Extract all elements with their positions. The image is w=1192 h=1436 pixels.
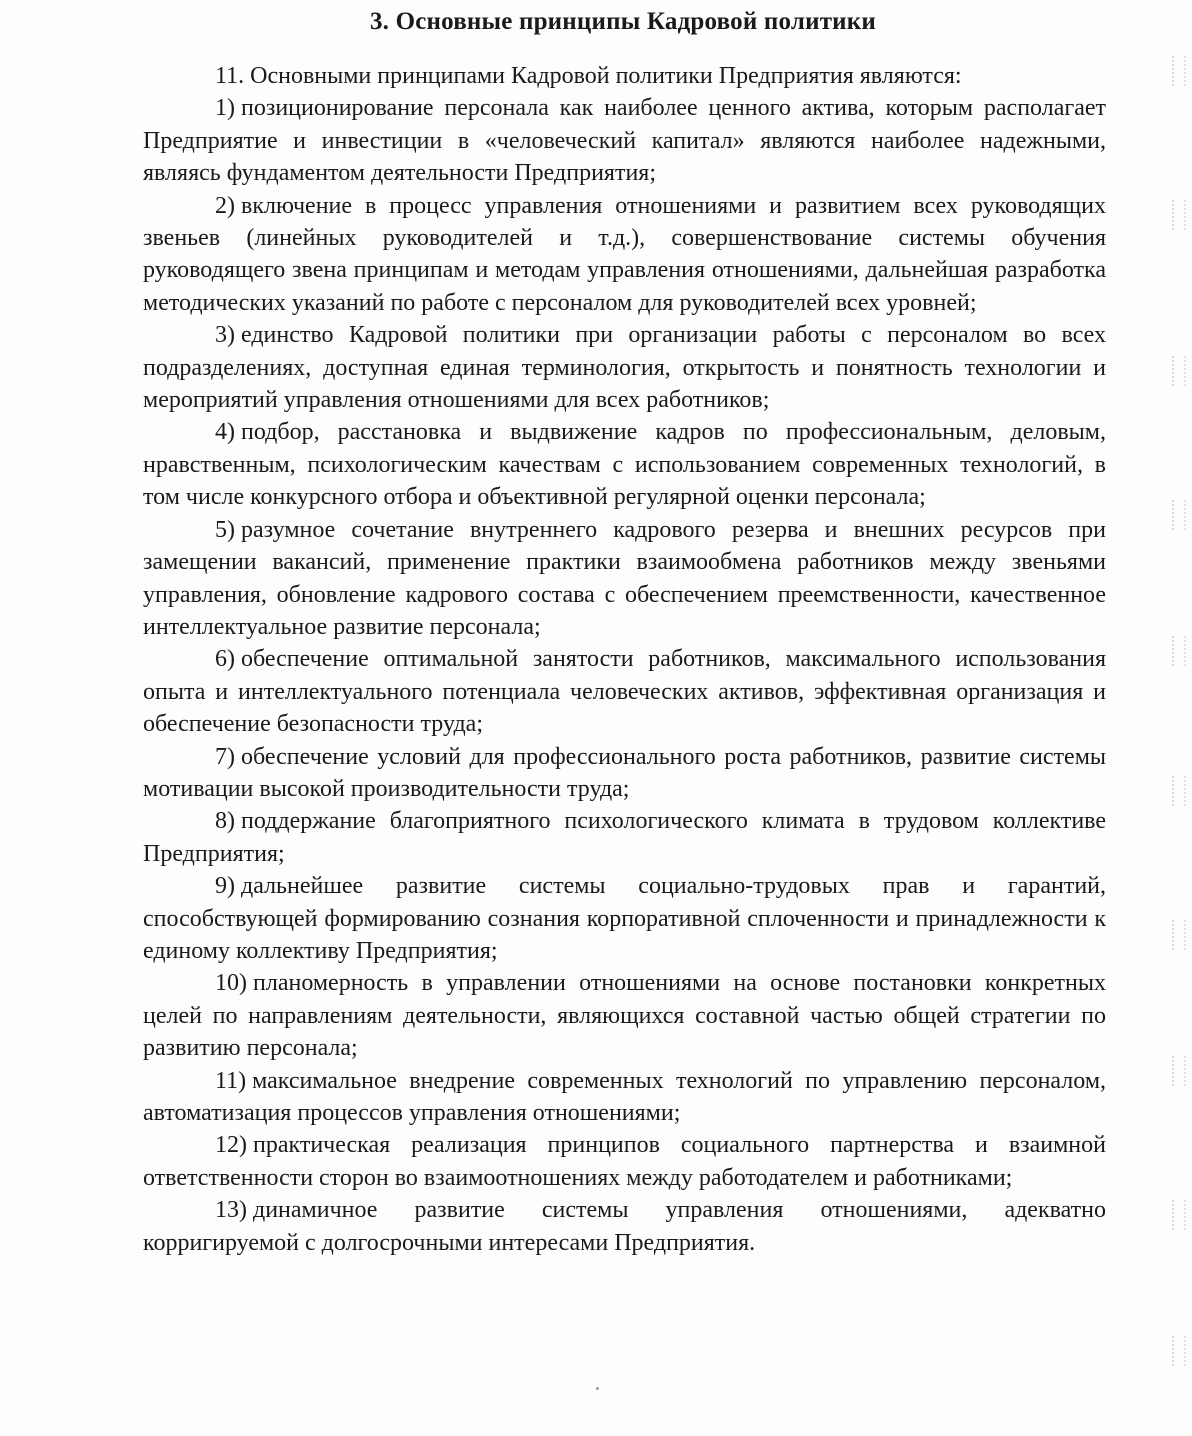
item-text: максимальное внедрение современных технологий по управлению персоналом, автоматизация процессов управления отношениями; <box>143 1067 1106 1126</box>
item-text: разумное сочетание внутреннего кадрового резерва и внешних ресурсов при замещении вакансий, применение практики взаимообмена работников между звеньями управления, обновление кадрового состава с обеспечением преемственности, качественное интеллектуальное развитие персонала; <box>143 516 1106 640</box>
item-text: позиционирование персонала как наиболее ценного актива, которым располагает Предприятие и инвестиции в «человеческий капитал» являются наиболее надежными, являясь фундаментом деятельности Предприятия; <box>143 95 1106 187</box>
item-text: единство Кадровой политики при организации работы с персоналом во всех подразделениях, доступная единая терминология, открытость и понятность технологии и мероприятий управления отношениями для всех работников; <box>143 322 1106 414</box>
scan-mark <box>1172 1336 1186 1366</box>
item-text: включение в процесс управления отношениями и развитием всех руководящих звеньев (линейных руководителей и т.д.), совершенствование системы обучения руководящего звена принципам и методам управления отношениями, дальнейшая разработка методических указаний по работе с персоналом для руководителей всех уровней; <box>143 192 1106 316</box>
intro-paragraph: 11. Основными принципами Кадровой политики Предприятия являются: <box>215 63 962 89</box>
list-item <box>143 190 1106 320</box>
item-number: 3) <box>215 322 235 349</box>
item-text: динамичное развитие системы управления отношениями, адекватно корригируемой с долгосрочными интересами Предприятия. <box>143 1197 1106 1256</box>
list-item <box>143 92 1106 189</box>
item-text: подбор, расстановка и выдвижение кадров по профессиональным, деловым, нравственным, психологическим качествам с использованием современных технологий, в том числе конкурсного отбора и объективной регулярной оценки персонала; <box>143 419 1106 511</box>
scan-mark <box>1172 920 1186 950</box>
item-number: 6) <box>215 646 235 673</box>
item-number: 9) <box>215 873 235 900</box>
list-item <box>143 870 1106 967</box>
scan-mark <box>1172 1200 1186 1230</box>
item-number: 2) <box>215 192 235 219</box>
list-item <box>143 1065 1106 1130</box>
scan-speck <box>596 1387 599 1390</box>
item-text: практическая реализация принципов социального партнерства и взаимной ответственности сторон во взаимоотношениях между работодателем и работниками; <box>143 1132 1106 1191</box>
list-item <box>143 514 1106 644</box>
scan-mark <box>1172 356 1186 386</box>
item-text: обеспечение условий для профессионального роста работников, развитие системы мотивации высокой производительности труда; <box>143 743 1106 802</box>
item-text: обеспечение оптимальной занятости работников, максимального использования опыта и интеллектуального потенциала человеческих активов, эффективная организация и обеспечение безопасности труда; <box>143 646 1106 738</box>
scan-mark <box>1172 200 1186 230</box>
item-number: 1) <box>215 95 235 122</box>
item-number: 10) <box>215 970 247 997</box>
item-text: планомерность в управлении отношениями на основе постановки конкретных целей по направлениям деятельности, являющихся составной частью общей стратегии по развитию персонала; <box>143 970 1106 1062</box>
scan-mark <box>1172 1056 1186 1086</box>
scan-mark <box>1172 636 1186 666</box>
list-item <box>143 643 1106 740</box>
principles-list <box>143 60 1106 1259</box>
scan-mark <box>1172 500 1186 530</box>
item-text: поддержание благоприятного психологического климата в трудовом коллективе Предприятия; <box>143 808 1106 867</box>
item-number: 4) <box>215 419 235 446</box>
scan-mark <box>1172 776 1186 806</box>
item-number: 8) <box>215 808 235 835</box>
list-item <box>143 805 1106 870</box>
list-item <box>143 967 1106 1064</box>
item-number: 11) <box>215 1067 247 1094</box>
list-item <box>143 319 1106 416</box>
list-item <box>143 416 1106 513</box>
item-number: 5) <box>215 516 235 543</box>
item-number: 13) <box>215 1197 247 1224</box>
list-item <box>143 1129 1106 1194</box>
item-text: дальнейшее развитие системы социально-трудовых прав и гарантий, способствующей формированию сознания корпоративной сплоченности и принадлежности к единому коллективу Предприятия; <box>143 873 1106 964</box>
section-title: 3. Основные принципы Кадровой политики <box>369 8 876 35</box>
item-number: 12) <box>215 1132 247 1159</box>
item-number: 7) <box>215 743 235 770</box>
list-item <box>143 741 1106 806</box>
scan-binding-marks <box>1168 0 1192 1436</box>
scan-mark <box>1172 56 1186 86</box>
list-item <box>143 1194 1106 1259</box>
